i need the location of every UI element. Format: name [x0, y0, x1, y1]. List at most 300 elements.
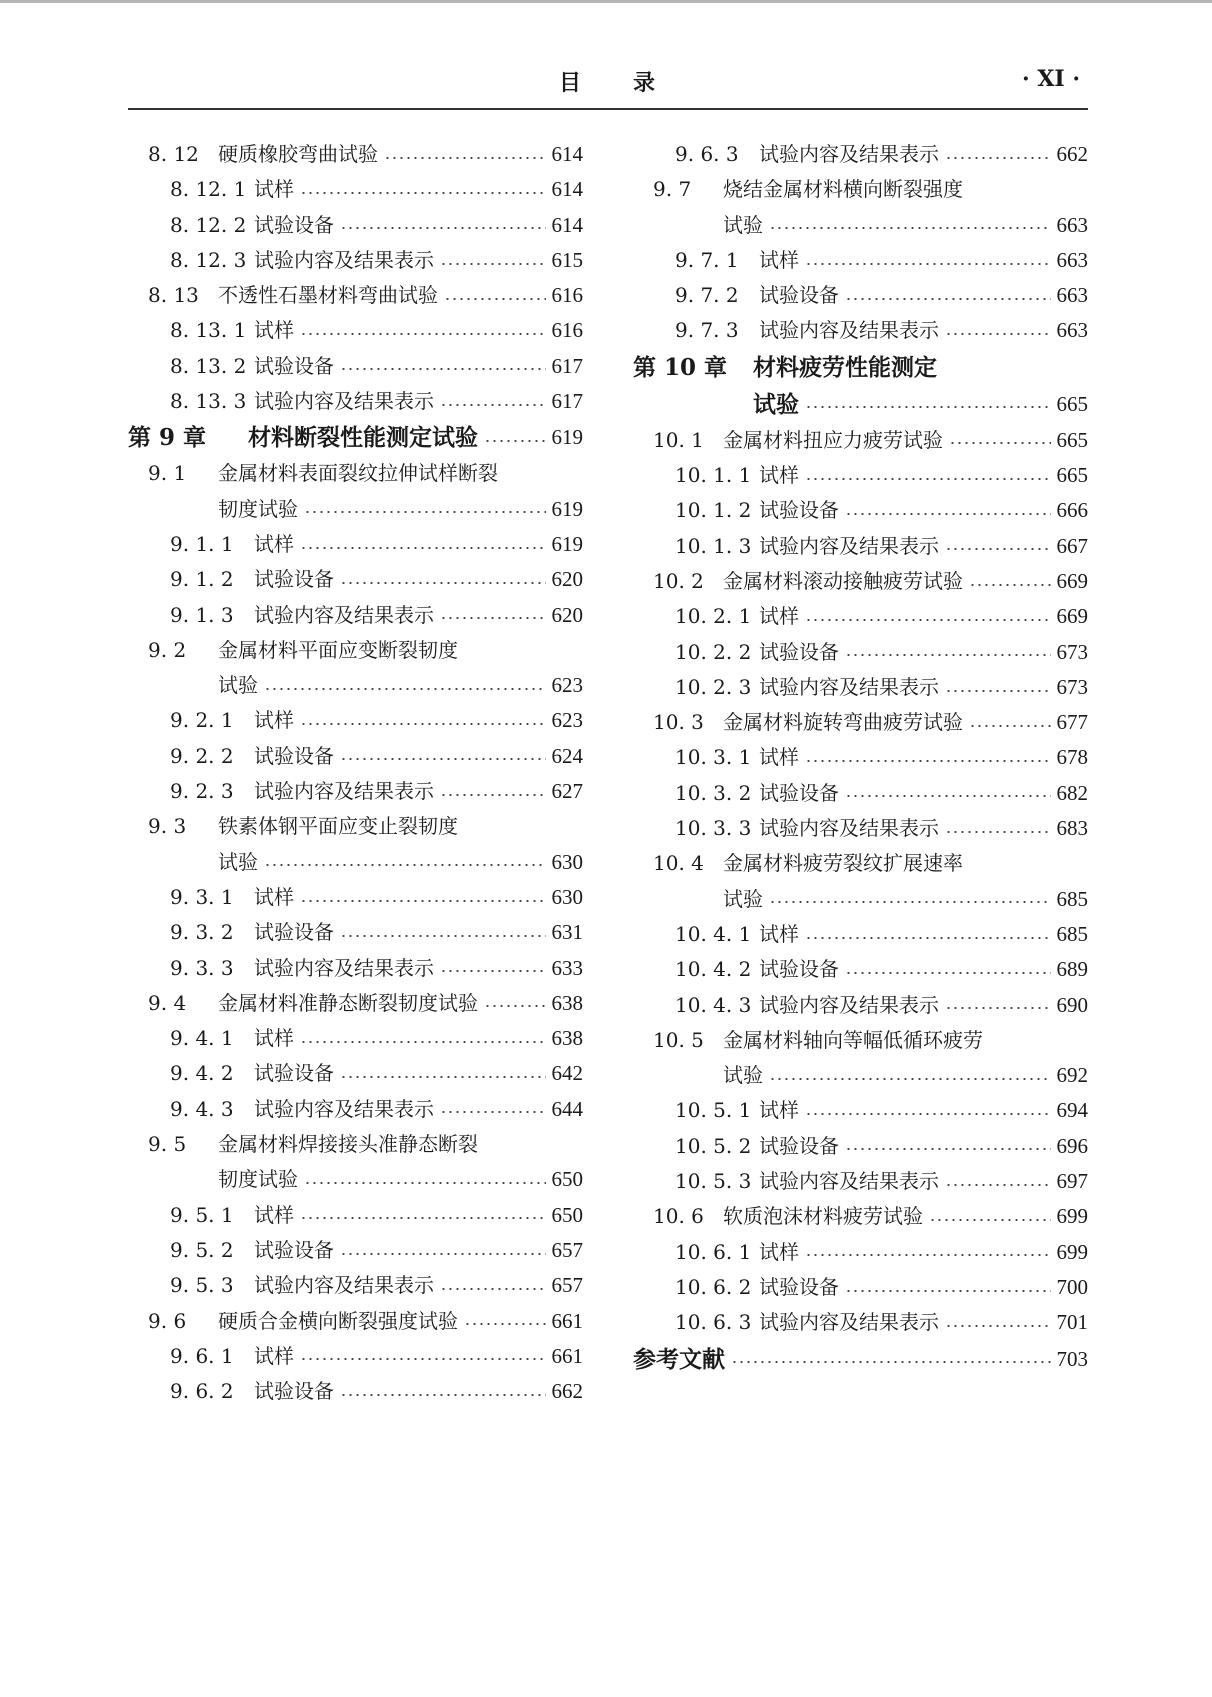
toc-entry [633, 1341, 1088, 1378]
toc-entry [128, 1162, 583, 1197]
dot-leader [340, 1253, 546, 1255]
toc-entry [128, 739, 583, 774]
toc-entry-page: 665 [1056, 427, 1088, 452]
toc-entry-page: 638 [551, 1026, 583, 1051]
toc-entry-page: 682 [1056, 780, 1088, 805]
toc-entry [633, 1093, 1088, 1128]
toc-entry-page: 665 [1056, 391, 1088, 416]
toc-entry [128, 1092, 583, 1127]
toc-entry-title: 试样 [254, 318, 294, 343]
toc-entry-title: 试验设备 [759, 780, 839, 805]
toc-entry-page: 661 [551, 1308, 583, 1333]
toc-entry-page: 683 [1056, 816, 1088, 841]
toc-entry-page: 663 [1056, 247, 1088, 272]
dot-leader [805, 1254, 1051, 1256]
toc-entry-title: 试验设备 [759, 283, 839, 308]
dot-leader [440, 1111, 546, 1113]
toc-entry [633, 705, 1088, 740]
toc-entry-number: 9. 4. 1 [170, 1026, 234, 1051]
dot-leader [805, 937, 1051, 939]
toc-entry [633, 172, 1088, 207]
toc-entry-number: 9. 4 [148, 990, 187, 1015]
dot-leader [300, 547, 546, 549]
toc-entry-title: 试验设备 [759, 1133, 839, 1158]
dot-leader [769, 1078, 1051, 1080]
toc-entry-page: 620 [551, 602, 583, 627]
toc-entry-page: 620 [551, 567, 583, 592]
dot-leader [945, 1325, 1051, 1327]
toc-entry-number: 9. 3. 1 [170, 884, 234, 909]
toc-entry [633, 952, 1088, 987]
toc-entry-number: 10. 1. 1 [675, 463, 752, 488]
dot-leader [845, 1290, 1051, 1292]
toc-entry [128, 137, 583, 172]
toc-entry-page: 616 [551, 283, 583, 308]
toc-entry-title: 试验内容及结果表示 [254, 1096, 434, 1121]
toc-entry [128, 668, 583, 703]
toc-entry-title: 试验内容及结果表示 [254, 602, 434, 627]
dot-leader [440, 617, 546, 619]
toc-entry-number: 9. 7. 3 [675, 318, 739, 343]
toc-entry-title: 试样 [759, 604, 799, 629]
toc-entry [633, 313, 1088, 348]
toc-entry-page: 614 [551, 177, 583, 202]
toc-entry-title: 试验设备 [254, 743, 334, 768]
toc-entry-number: 9. 1. 1 [170, 531, 234, 556]
toc-entry-title: 材料断裂性能测定试验 [248, 424, 478, 452]
toc-entry [633, 917, 1088, 952]
dot-leader [384, 157, 546, 159]
toc-entry [128, 1268, 583, 1303]
dot-leader [945, 548, 1051, 550]
dot-leader [805, 478, 1051, 480]
page-title [128, 66, 1088, 97]
toc-entry-title: 试样 [759, 745, 799, 770]
toc-entry-title: 试验内容及结果表示 [254, 247, 434, 272]
toc-entry [128, 1056, 583, 1091]
toc-entry-title: 试验内容及结果表示 [759, 533, 939, 558]
toc-entry-page: 665 [1056, 463, 1088, 488]
toc-entry-number: 9. 3 [148, 814, 187, 839]
toc-entry-page: 697 [1056, 1169, 1088, 1194]
toc-entry-page: 644 [551, 1096, 583, 1121]
toc-entry-page: 694 [1056, 1098, 1088, 1123]
top-border [0, 0, 1212, 3]
toc-entry-page: 673 [1056, 674, 1088, 699]
dot-leader [929, 1219, 1051, 1221]
dot-leader [845, 513, 1051, 515]
toc-entry-page: 630 [551, 884, 583, 909]
dot-leader [805, 619, 1051, 621]
toc-entry-page: 614 [551, 212, 583, 237]
toc-entry [633, 1164, 1088, 1199]
toc-entry-title: 试样 [759, 921, 799, 946]
header-divider [128, 108, 1088, 110]
toc-entry-page: 630 [551, 849, 583, 874]
toc-entry [633, 243, 1088, 278]
toc-entry-page: 623 [551, 708, 583, 733]
toc-entry-title: 试样 [759, 463, 799, 488]
toc-entry [128, 1339, 583, 1374]
toc-entry-title: 金属材料滚动接触疲劳试验 [723, 568, 963, 593]
toc-entry-title: 试样 [254, 531, 294, 556]
toc-entry [128, 278, 583, 313]
toc-entry-number: 10. 5. 2 [675, 1133, 752, 1158]
toc-entry-page: 633 [551, 955, 583, 980]
toc-entry-number: 9. 2. 3 [170, 779, 234, 804]
toc-entry [128, 1233, 583, 1268]
dot-leader [484, 440, 546, 442]
toc-entry [633, 599, 1088, 634]
toc-entry-number: 9. 6. 2 [170, 1379, 234, 1404]
toc-entry-page: 703 [1056, 1346, 1088, 1371]
toc-entry [128, 527, 583, 562]
toc-entry [128, 208, 583, 243]
toc-entry [633, 349, 1088, 386]
toc-entry-page: 650 [551, 1167, 583, 1192]
toc-entry-title: 试验设备 [254, 353, 334, 378]
toc-entry-title: 试验设备 [759, 639, 839, 664]
dot-leader [845, 1148, 1051, 1150]
toc-entry-number: 9. 6. 3 [675, 142, 739, 166]
dot-leader [300, 723, 546, 725]
dot-leader [340, 582, 546, 584]
dot-leader [805, 760, 1051, 762]
toc-entry [128, 845, 583, 880]
toc-entry-number: 9. 5. 2 [170, 1237, 234, 1262]
toc-entry-title: 试验设备 [254, 920, 334, 945]
toc-entry [633, 635, 1088, 670]
toc-entry-title: 金属材料平面应变断裂韧度 [218, 637, 458, 662]
dot-leader [444, 298, 546, 300]
toc-entry-page: 689 [1056, 957, 1088, 982]
toc-entry-number: 9. 3. 3 [170, 955, 234, 980]
toc-entry-number: 10. 6 [653, 1204, 704, 1229]
page-header [128, 66, 1088, 106]
toc-entry-number: 9. 7. 1 [675, 247, 739, 272]
toc-entry [128, 419, 583, 456]
dot-leader [945, 1184, 1051, 1186]
toc-entry [633, 1023, 1088, 1058]
toc-entry [633, 529, 1088, 564]
toc-entry-title: 参考文献 [633, 1345, 725, 1373]
toc-left-column [128, 137, 583, 1409]
toc-entry-title: 金属材料旋转弯曲疲劳试验 [723, 710, 963, 735]
toc-entry [128, 1198, 583, 1233]
toc-entry-number: 10. 6. 3 [675, 1310, 752, 1335]
toc-entry-number: 8. 12. 2 [170, 212, 247, 237]
dot-leader [440, 794, 546, 796]
dot-leader [805, 406, 1051, 408]
toc-entry-number: 10. 3 [653, 710, 704, 735]
toc-entry-page: 685 [1056, 886, 1088, 911]
toc-entry [633, 1270, 1088, 1305]
toc-entry-page: 662 [551, 1379, 583, 1404]
dot-leader [949, 442, 1051, 444]
toc-entry-number: 10. 1. 3 [675, 533, 752, 558]
toc-entry-page: 663 [1056, 283, 1088, 308]
toc-entry-title: 试验内容及结果表示 [759, 992, 939, 1017]
dot-leader [805, 263, 1051, 265]
dot-leader [300, 1358, 546, 1360]
toc-entry-title: 试样 [254, 1343, 294, 1368]
dot-leader [805, 1113, 1051, 1115]
dot-leader [340, 227, 546, 229]
toc-entry [633, 423, 1088, 458]
toc-entry-title: 金属材料疲劳裂纹扩展速率 [723, 851, 963, 876]
toc-entry [633, 564, 1088, 599]
dot-leader [484, 1005, 546, 1007]
toc-entry [633, 1129, 1088, 1164]
toc-entry-number: 10. 1. 2 [675, 498, 752, 523]
dot-leader [340, 368, 546, 370]
toc-entry-page: 663 [1056, 212, 1088, 237]
toc-entry-title: 金属材料表面裂纹拉伸试样断裂 [218, 461, 498, 486]
toc-entry-number: 9. 4. 3 [170, 1096, 234, 1121]
toc-entry-page: 650 [551, 1202, 583, 1227]
dot-leader [945, 333, 1051, 335]
toc-entry [633, 493, 1088, 528]
toc-entry-page: 696 [1056, 1133, 1088, 1158]
toc-entry-title: 材料疲劳性能测定 [753, 353, 937, 381]
toc-entry-title: 试样 [254, 884, 294, 909]
toc-entry-page: 666 [1056, 498, 1088, 523]
toc-entry-page: 701 [1056, 1310, 1088, 1335]
toc-entry-page: 631 [551, 920, 583, 945]
toc-entry-title: 试验 [218, 849, 258, 874]
toc-entry-title: 试样 [254, 708, 294, 733]
dot-leader [845, 972, 1051, 974]
toc-entry-title: 试验内容及结果表示 [254, 779, 434, 804]
toc-entry-title: 试验 [218, 673, 258, 698]
dot-leader [300, 192, 546, 194]
toc-entry-title: 金属材料轴向等幅低循环疲劳 [723, 1027, 983, 1052]
dot-leader [464, 1323, 546, 1325]
dot-leader [340, 1394, 546, 1396]
dot-leader [300, 900, 546, 902]
dot-leader [440, 404, 546, 406]
dot-leader [300, 1217, 546, 1219]
toc-entry-page: 623 [551, 673, 583, 698]
toc-entry-title: 试验设备 [759, 498, 839, 523]
toc-entry-number: 9. 7. 2 [675, 283, 739, 308]
toc-entry-page: 662 [1056, 142, 1088, 166]
toc-entry-title: 试验内容及结果表示 [759, 674, 939, 699]
toc-entry-title: 试验内容及结果表示 [759, 816, 939, 841]
toc-entry-number: 9. 5. 1 [170, 1202, 234, 1227]
toc-entry-number: 9. 1. 3 [170, 602, 234, 627]
toc-entry-page: 669 [1056, 604, 1088, 629]
toc-entry [128, 598, 583, 633]
toc-entry-number: 9. 2. 2 [170, 743, 234, 768]
toc-entry [633, 1199, 1088, 1234]
toc-entry-title: 试验设备 [759, 957, 839, 982]
dot-leader [945, 831, 1051, 833]
dot-leader [945, 157, 1051, 159]
toc-entry-title: 试验内容及结果表示 [759, 1310, 939, 1335]
toc-entry-number: 8. 13. 3 [170, 389, 247, 414]
toc-entry-title: 金属材料扭应力疲劳试验 [723, 427, 943, 452]
toc-entry [633, 137, 1088, 172]
toc-entry-title: 软质泡沫材料疲劳试验 [723, 1204, 923, 1229]
toc-entry [128, 774, 583, 809]
toc-entry-number: 9. 7 [653, 177, 692, 202]
toc-entry [633, 988, 1088, 1023]
toc-entry [128, 456, 583, 491]
toc-entry-title: 铁素体钢平面应变止裂韧度 [218, 814, 458, 839]
toc-entry-title: 韧度试验 [218, 496, 298, 521]
dot-leader [945, 690, 1051, 692]
toc-entry [633, 1058, 1088, 1093]
toc-entry-page: 657 [551, 1273, 583, 1298]
toc-entry-page: 627 [551, 779, 583, 804]
toc-entry-number: 10. 2 [653, 568, 704, 593]
toc-entry-page: 619 [551, 425, 583, 450]
toc-entry [633, 1235, 1088, 1270]
toc-entry-number: 8. 13 [148, 283, 199, 308]
toc-entry-number: 10. 5. 3 [675, 1169, 752, 1194]
title-char-1: 目 [558, 70, 583, 96]
toc-entry-title: 试验 [723, 1063, 763, 1088]
toc-entry-page: 617 [551, 353, 583, 378]
toc-entry [128, 703, 583, 738]
toc-entry [633, 670, 1088, 705]
toc-entry-page: 685 [1056, 921, 1088, 946]
toc-entry-page: 663 [1056, 318, 1088, 343]
toc-entry-title: 烧结金属材料横向断裂强度 [723, 177, 963, 202]
toc-entry-page: 624 [551, 743, 583, 768]
dot-leader [945, 1007, 1051, 1009]
toc-entry [128, 349, 583, 384]
toc-entry-page: 673 [1056, 639, 1088, 664]
toc-entry-number: 10. 1 [653, 427, 704, 452]
toc-entry-number: 10. 5 [653, 1027, 704, 1052]
toc-entry [633, 740, 1088, 775]
toc-entry-title: 试验设备 [254, 567, 334, 592]
toc-entry [128, 313, 583, 348]
toc-entry-number: 9. 1 [148, 461, 187, 486]
toc-entry-title: 试验设备 [254, 1379, 334, 1404]
dot-leader [300, 1041, 546, 1043]
toc-entry [128, 633, 583, 668]
toc-entry [128, 1374, 583, 1409]
toc-entry-number: 9. 4. 2 [170, 1061, 234, 1086]
dot-leader [440, 263, 546, 265]
title-char-2: 录 [633, 70, 658, 96]
toc-entry [128, 1021, 583, 1056]
toc-entry-number: 10. 3. 3 [675, 816, 752, 841]
toc-entry-page: 692 [1056, 1063, 1088, 1088]
toc-entry-page: 615 [551, 247, 583, 272]
dot-leader [845, 795, 1051, 797]
toc-entry-number: 10. 4. 1 [675, 921, 752, 946]
toc-entry [633, 208, 1088, 243]
toc-entry-title: 试验 [753, 390, 799, 418]
toc-entry-number: 10. 4 [653, 851, 704, 876]
toc-entry-page: 619 [551, 531, 583, 556]
toc-entry-page: 642 [551, 1061, 583, 1086]
toc-entry-page: 690 [1056, 992, 1088, 1017]
dot-leader [731, 1361, 1051, 1363]
toc-entry-title: 不透性石墨材料弯曲试验 [218, 283, 438, 308]
toc-entry-number: 10. 6. 2 [675, 1274, 752, 1299]
toc-entry-page: 667 [1056, 533, 1088, 558]
toc-entry [128, 809, 583, 844]
dot-leader [340, 935, 546, 937]
toc-entry [128, 243, 583, 278]
toc-entry-title: 金属材料准静态断裂韧度试验 [218, 990, 478, 1015]
toc-entry [633, 386, 1088, 423]
toc-entry [128, 562, 583, 597]
toc-entry [128, 1304, 583, 1339]
toc-entry-page: 614 [551, 142, 583, 166]
toc-entry [128, 986, 583, 1021]
toc-entry-number: 8. 13. 2 [170, 353, 247, 378]
toc-entry-number: 8. 12. 1 [170, 177, 247, 202]
toc-entry-number: 10. 4. 2 [675, 957, 752, 982]
toc-entry-page: 619 [551, 496, 583, 521]
toc-entry-title: 试验内容及结果表示 [759, 318, 939, 343]
toc-entry-number: 第 10 章 [633, 353, 728, 381]
dot-leader [769, 227, 1051, 229]
toc-entry-title: 试验内容及结果表示 [254, 955, 434, 980]
toc-entry-number: 9. 1. 2 [170, 567, 234, 592]
toc-entry-title: 试验设备 [759, 1274, 839, 1299]
toc-entry-number: 10. 5. 1 [675, 1098, 752, 1123]
toc-entry [128, 384, 583, 419]
toc-entry-number: 9. 6 [148, 1308, 187, 1333]
toc-entry-title: 试验 [723, 212, 763, 237]
toc-entry [128, 172, 583, 207]
toc-entry-number: 9. 5. 3 [170, 1273, 234, 1298]
toc-entry [128, 1127, 583, 1162]
toc-entry-page: 669 [1056, 568, 1088, 593]
toc-entry-page: 617 [551, 389, 583, 414]
toc-entry-page: 699 [1056, 1204, 1088, 1229]
toc-entry-number: 8. 12. 3 [170, 247, 247, 272]
toc-entry [633, 458, 1088, 493]
toc-entry-number: 9. 6. 1 [170, 1343, 234, 1368]
toc-entry-page: 700 [1056, 1274, 1088, 1299]
toc-entry-title: 试样 [759, 1239, 799, 1264]
toc-entry-title: 试验内容及结果表示 [759, 142, 939, 166]
toc-entry [128, 951, 583, 986]
toc-entry-title: 试验设备 [254, 1237, 334, 1262]
toc-entry-title: 试样 [759, 1098, 799, 1123]
toc-entry-page: 699 [1056, 1239, 1088, 1264]
toc-entry-number: 第 9 章 [128, 424, 207, 452]
dot-leader [969, 584, 1051, 586]
page-number: · XI · [1022, 66, 1080, 92]
toc-entry-number: 10. 6. 1 [675, 1239, 752, 1264]
toc-entry-number: 10. 3. 1 [675, 745, 752, 770]
toc-entry-title: 金属材料焊接接头准静态断裂 [218, 1132, 478, 1157]
toc-entry [633, 1305, 1088, 1340]
toc-entry-title: 试样 [254, 177, 294, 202]
toc-entry-number: 9. 2 [148, 637, 187, 662]
dot-leader [845, 654, 1051, 656]
toc-entry-title: 硬质橡胶弯曲试验 [218, 142, 378, 166]
toc-entry-page: 616 [551, 318, 583, 343]
toc-entry-number: 10. 2. 1 [675, 604, 752, 629]
toc-entry [128, 880, 583, 915]
toc-entry-page: 678 [1056, 745, 1088, 770]
toc-entry [633, 278, 1088, 313]
toc-entry-title: 试样 [254, 1026, 294, 1051]
toc-entry-title: 试验内容及结果表示 [759, 1169, 939, 1194]
dot-leader [300, 333, 546, 335]
dot-leader [845, 298, 1051, 300]
